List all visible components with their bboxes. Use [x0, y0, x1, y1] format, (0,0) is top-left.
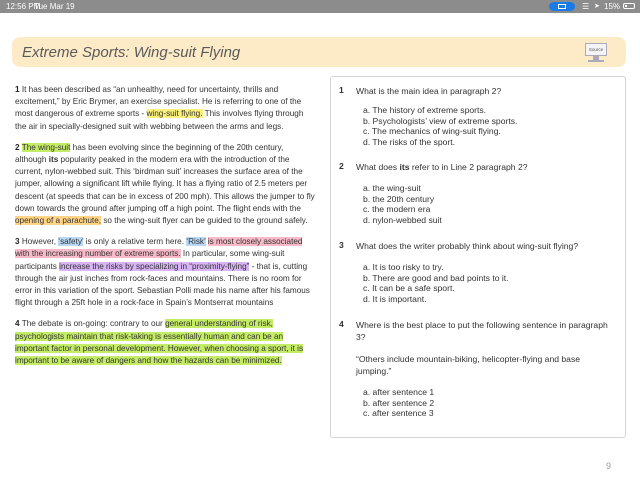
option[interactable]: c. the modern era — [363, 204, 431, 214]
highlight-purple[interactable]: increase the risks by specializing in “proximity-flying” — [59, 261, 250, 271]
question-text: What is the main idea in paragraph 2? — [356, 86, 502, 96]
option[interactable]: b. the 20th century — [363, 193, 435, 204]
paragraph-text: is only a relative term here. — [83, 237, 187, 247]
bold-word: its — [399, 162, 410, 172]
highlight-pink[interactable]: is most closely associated with the increasing number of extreme sports. — [15, 237, 303, 259]
source-label: Source — [588, 47, 604, 52]
paragraph-number: 3 — [15, 237, 20, 247]
paragraph-text: This involves flying through the air in specially-designed suit with webbing between the arms and legs. — [15, 109, 304, 131]
option[interactable]: a. after sentence 1 — [363, 387, 435, 397]
screen-mirroring-icon[interactable] — [549, 2, 575, 11]
question-text-part: What does — [356, 162, 400, 172]
question-text: Where is the best place to put the following sentence in paragraph 3? — [356, 320, 608, 342]
question-options — [363, 262, 613, 304]
question-text: What does the writer probably think about wing-suit flying? — [356, 241, 579, 251]
highlight-green[interactable]: The wing-suit — [21, 142, 71, 152]
paragraph-text: so the wing-suit flyer can be guided to the ground safely. — [101, 216, 308, 226]
questions-panel — [330, 76, 626, 438]
option[interactable]: a. It is too risky to try. — [363, 262, 444, 272]
option[interactable]: a. the wing-suit — [363, 183, 421, 193]
question-options — [363, 183, 613, 225]
paragraph-number: 1 — [15, 85, 20, 94]
status-bar — [0, 0, 640, 13]
paragraph-text: In particular, some wing-suit participants — [15, 249, 285, 271]
question-number: 4 — [339, 319, 344, 329]
location-icon: ➤ — [594, 3, 600, 10]
bold-word: its — [48, 155, 59, 165]
reading-passage — [15, 84, 315, 376]
status-time: 12:56 PM — [6, 2, 41, 11]
question-number: 1 — [339, 85, 344, 95]
battery-percent: 15% — [604, 2, 621, 11]
option[interactable]: b. There are good and bad points to it. — [363, 272, 509, 283]
question-options — [363, 105, 613, 147]
monitor-icon — [585, 43, 607, 56]
paragraph-text: popularity peaked in the modern era with the introduction of the current, nylon-webbed suit. This ‘birdman suit’ increases the surface area of the jumper, allowing a significant lift while flying. It has a flying ratio of 2.5 meters per descent (at speeds that can be in excess of 200 mph). This allows the jumper to fly down towards the ground after jumping off a high point. The flight ends with the — [15, 155, 315, 213]
paragraph-text: It has been described as “an unhealthy, need for uncertainty, thrills and excitement,” by Eric Brymer, an exercise specialist. He is referring to one of the most dangerous of extreme sports - — [15, 85, 302, 119]
page-title: Extreme Sports: Wing-suit Flying — [22, 44, 241, 61]
paragraph-4 — [15, 318, 315, 367]
wifi-icon: ☰ — [582, 2, 590, 11]
option[interactable]: c. The mechanics of wing-suit flying. — [363, 126, 501, 136]
highlight-yellow[interactable]: wing-suit flying. — [146, 109, 203, 119]
paragraph-text: The debate is on-going: contrary to our — [19, 319, 166, 329]
option[interactable]: d. It is important. — [363, 293, 427, 304]
paragraph-1 — [15, 84, 315, 133]
question-text-part: refer to in Line 2 paragraph 2? — [409, 162, 528, 172]
paragraph-text: has been evolving since the beginning of the 20th century, although — [15, 142, 284, 165]
highlight-blue[interactable]: ‘safety’ — [58, 237, 84, 247]
page-number: 9 — [606, 461, 612, 471]
paragraph-text: However, — [19, 237, 59, 247]
monitor-base — [588, 60, 604, 62]
paragraph-number: 4 — [15, 319, 20, 329]
highlight-orange[interactable]: opening of a parachute, — [15, 216, 102, 226]
option[interactable]: c. after sentence 3 — [363, 408, 434, 418]
paragraph-number: 2 — [15, 142, 20, 152]
option[interactable]: a. The history of extreme sports. — [363, 105, 487, 115]
question-number: 3 — [339, 240, 344, 250]
question-number: 2 — [339, 161, 344, 171]
highlight-green[interactable]: general understanding of risk, psychologists maintain that risk-taking is essentially human and can be an important factor in personal development. However, when choosing a sport, it is important to be aware of dangers and how the hazards can be minimized. — [15, 319, 304, 366]
title-banner — [12, 37, 626, 67]
option[interactable]: b. Psychologists’ view of extreme sports. — [363, 115, 518, 126]
highlight-blue[interactable]: ‘Risk’ — [186, 237, 206, 247]
battery-icon — [623, 3, 635, 9]
question-text — [356, 161, 616, 173]
source-button[interactable] — [582, 41, 610, 62]
paragraph-3 — [15, 236, 315, 309]
option[interactable]: d. nylon-webbed suit — [363, 214, 442, 225]
question-options — [363, 387, 613, 419]
status-date: Tue Mar 19 — [34, 2, 75, 11]
option[interactable]: b. after sentence 2 — [363, 397, 435, 408]
paragraph-2 — [15, 142, 315, 227]
question-quote: “Others include mountain-biking, helicopter-flying and base jumping.” — [356, 354, 581, 376]
option[interactable]: c. It can be a safe sport. — [363, 283, 455, 293]
paragraph-text: - that is, cutting through the air just inches from rock-faces and mountains. There is no room for error in this variation of the sport. Sebastian Polli made his name after his famous flight through a 25ft hole in a rock-face in Spain’s Montserrat mountains — [15, 261, 310, 308]
option[interactable]: d. The risks of the sport. — [363, 136, 456, 147]
